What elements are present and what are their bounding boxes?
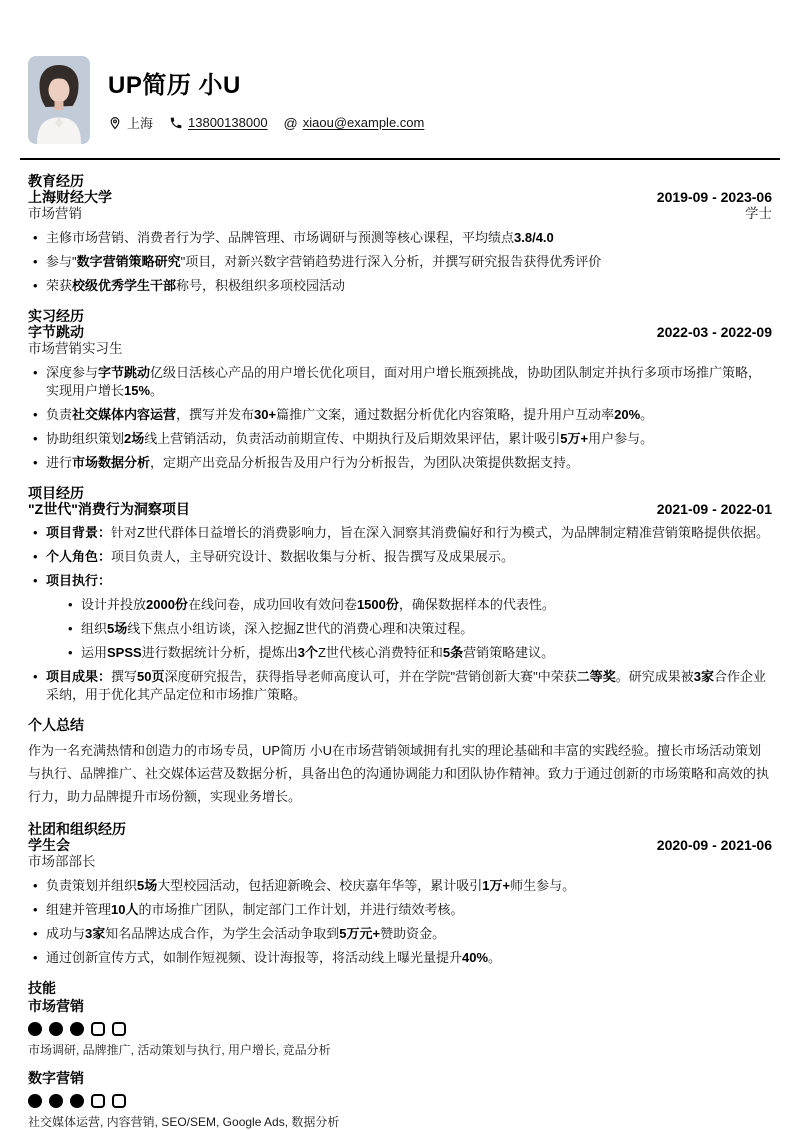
bullet-item: • 项目背景：针对Z世代群体日益增长的消费影响力，旨在深入洞察其消费偏好和行为模式，为品牌制定精准营销策略提供依据。 — [28, 524, 772, 542]
skill-dot-empty — [91, 1094, 105, 1108]
section-projects — [28, 485, 772, 704]
skill-keywords: 市场调研, 品牌推广, 活动策划与执行, 用户增长, 竞品分析 — [28, 1043, 331, 1057]
highlight-text: 数字营销策略研究 — [76, 254, 181, 269]
skill-dot-filled — [70, 1094, 84, 1108]
highlight-text: 50页 — [137, 669, 165, 684]
skill-keywords: 社交媒体运营, 内容营销, SEO/SEM, Google Ads, 数据分析 — [28, 1115, 340, 1129]
skill-dot-filled — [49, 1094, 63, 1108]
contact-row — [108, 113, 424, 132]
highlight-text: 项目执行： — [46, 573, 112, 588]
entry-date: 2020-09 - 2021-06 — [656, 837, 772, 853]
entry-org: 上海财经大学 — [28, 189, 112, 205]
resume-header — [0, 0, 800, 144]
highlight-text: 5万元+ — [339, 926, 381, 941]
phone-item[interactable] — [169, 115, 268, 130]
phone-text[interactable]: 13800138000 — [188, 115, 268, 130]
highlight-text: 二等奖 — [576, 669, 616, 684]
bullet-item: • 组建并管理10人的市场推广团队，制定部门工作计划，并进行绩效考核。 — [28, 901, 772, 919]
bullet-item: • 设计并投放2000份在线问卷，成功回收有效问卷1500份，确保数据样本的代表性。 — [63, 596, 772, 614]
highlight-text: 3个 — [297, 645, 318, 660]
bullet-list — [28, 524, 772, 704]
bullet-item: • 负责社交媒体内容运营，撰写并发布30+篇推广文案，通过数据分析优化内容策略，提升用户互动率20%。 — [28, 406, 772, 424]
highlight-text: 校级优秀学生干部 — [72, 278, 177, 293]
skill-dot-empty — [112, 1022, 126, 1036]
entry-org: "Z世代"消费行为洞察项目 — [28, 501, 190, 517]
highlight-text: 15% — [124, 383, 151, 398]
bullet-list — [28, 229, 772, 295]
highlight-text: 3家 — [693, 669, 714, 684]
bullet-item: • 通过创新宣传方式，如制作短视频、设计海报等，将活动线上曝光量提升40%。 — [28, 949, 772, 967]
section-skills — [28, 980, 772, 1130]
skill-dot-empty — [112, 1094, 126, 1108]
highlight-text: 个人角色： — [46, 549, 112, 564]
at-icon: @ — [283, 114, 298, 131]
bullet-item: • 组织5场线下焦点小组访谈，深入挖掘Z世代的消费心理和决策过程。 — [63, 620, 772, 638]
highlight-text: 10人 — [111, 902, 139, 917]
section-education — [28, 173, 772, 295]
highlight-text: 30+ — [254, 407, 277, 422]
bullet-item: • 进行市场数据分析，定期产出竞品分析报告及用户行为分析报告，为团队决策提供数据支持。 — [28, 454, 772, 472]
entry-header — [28, 501, 772, 517]
avatar-illustration — [28, 56, 90, 144]
bullet-item: • 深度参与字节跳动亿级日活核心产品的用户增长优化项目，面对用户增长瓶颈挑战，协助团队制定并执行多项市场推广策略，实现用户增长15%。 — [28, 364, 772, 400]
bullet-item — [28, 572, 772, 590]
section-title: 个人总结 — [28, 717, 84, 733]
highlight-text: 40% — [462, 950, 489, 965]
bullet-item: • 参与"数字营销策略研究"项目，对新兴数字营销趋势进行深入分析，并撰写研究报告获得优秀评价 — [28, 253, 772, 271]
section-title: 项目经历 — [28, 485, 84, 501]
section-title: 教育经历 — [28, 173, 84, 189]
highlight-text: 1500份 — [356, 597, 399, 612]
highlight-text: 市场数据分析 — [72, 455, 151, 470]
bullet-item: • 项目成果：撰写50页深度研究报告，获得指导老师高度认可，并在学院"营销创新大赛"中荣获二等奖。研究成果被3家合作企业采纳，用于优化其产品定位和市场推广策略。 — [28, 668, 772, 704]
profile-photo — [28, 56, 90, 144]
entry-role: 市场营销 — [28, 206, 82, 221]
location-pin-icon — [108, 116, 122, 130]
highlight-text: 社交媒体内容运营 — [72, 407, 177, 422]
section-organizations — [28, 821, 772, 967]
highlight-text: 5条 — [442, 645, 464, 660]
section-title: 实习经历 — [28, 308, 84, 324]
bullet-item: • 荣获校级优秀学生干部称号，积极组织多项校园活动 — [28, 277, 772, 295]
bullet-item: • 成功与3家知名品牌达成合作，为学生会活动争取到5万元+赞助资金。 — [28, 925, 772, 943]
bullet-item: • 负责策划并组织5场大型校园活动，包括迎新晚会、校庆嘉年华等，累计吸引1万+师生参与。 — [28, 877, 772, 895]
entry-header — [28, 189, 772, 205]
entry-date: 2019-09 - 2023-06 — [656, 189, 772, 205]
entry-date: 2021-09 - 2022-01 — [656, 501, 772, 517]
candidate-name: UP简历 小U — [108, 72, 241, 99]
entry-role: 市场营销实习生 — [28, 341, 123, 356]
header-divider — [20, 158, 780, 160]
entry-header — [28, 324, 772, 340]
bullet-item: • 运用SPSS进行数据统计分析，提炼出3个Z世代核心消费特征和5条营销策略建议。 — [63, 644, 772, 662]
entry-org: 学生会 — [28, 837, 70, 853]
highlight-text: 字节跳动 — [98, 365, 151, 380]
highlight-text: SPSS — [107, 645, 142, 660]
bullet-list — [28, 877, 772, 967]
entry-subrow — [28, 853, 772, 870]
skill-item — [28, 998, 772, 1058]
section-summary — [28, 717, 772, 808]
highlight-text: 5场 — [107, 621, 128, 636]
highlight-text: 2000份 — [146, 597, 188, 612]
highlight-text: 项目背景： — [46, 525, 112, 540]
entry-header — [28, 837, 772, 853]
location-item — [108, 113, 153, 132]
skill-item — [28, 1070, 772, 1130]
email-item[interactable] — [284, 115, 425, 130]
section-title: 社团和组织经历 — [28, 821, 126, 837]
highlight-text: 3.8/4.0 — [514, 230, 554, 245]
skill-name: 数字营销 — [28, 1070, 84, 1086]
header-info — [108, 56, 424, 144]
skill-dot-filled — [28, 1094, 42, 1108]
highlight-text: 3家 — [85, 926, 106, 941]
skill-level — [28, 1022, 772, 1036]
bullet-item: • 主修市场营销、消费者行为学、品牌管理、市场调研与预测等核心课程，平均绩点3.8/4.0 — [28, 229, 772, 247]
skill-dot-filled — [70, 1022, 84, 1036]
highlight-text: 项目成果： — [46, 669, 112, 684]
skill-name: 市场营销 — [28, 998, 84, 1014]
entry-subrow — [28, 340, 772, 357]
bullet-item: • 个人角色：项目负责人，主导研究设计、数据收集与分析、报告撰写及成果展示。 — [28, 548, 772, 566]
entry-date: 2022-03 - 2022-09 — [656, 324, 772, 340]
summary-text: 作为一名充满热情和创造力的市场专员，UP简历 小U在市场营销领域拥有扎实的理论基础和丰富的实践经验。擅长市场活动策划与执行、品牌推广、社交媒体运营及数据分析，具备出色的沟通协调能力和团队协作精神。致力于通过创新的市场策略和高效的执行力，助力品牌提升市场份额，实现业务增长。 — [28, 743, 770, 804]
resume-sections — [0, 173, 800, 1130]
highlight-text: 1万+ — [482, 878, 511, 893]
email-text[interactable]: xiaou@example.com — [302, 115, 425, 130]
entry-degree: 学士 — [745, 206, 772, 221]
skill-dot-filled — [28, 1022, 42, 1036]
skill-dot-filled — [49, 1022, 63, 1036]
skill-dot-empty — [91, 1022, 105, 1036]
entry-subrow — [28, 205, 772, 222]
highlight-text: 20% — [614, 407, 641, 422]
skill-level — [28, 1094, 772, 1108]
highlight-text: 2场 — [124, 431, 145, 446]
highlight-text: 5场 — [137, 878, 158, 893]
section-title: 技能 — [28, 980, 56, 996]
bullet-list — [28, 364, 772, 472]
location-text: 上海 — [127, 116, 154, 131]
phone-icon — [169, 116, 183, 130]
section-internship — [28, 308, 772, 472]
bullet-item: • 协助组织策划2场线上营销活动，负责活动前期宣传、中期执行及后期效果评估，累计吸引5万+用户参与。 — [28, 430, 772, 448]
entry-org: 字节跳动 — [28, 324, 84, 340]
highlight-text: 5万+ — [560, 431, 589, 446]
entry-role: 市场部部长 — [28, 854, 96, 869]
